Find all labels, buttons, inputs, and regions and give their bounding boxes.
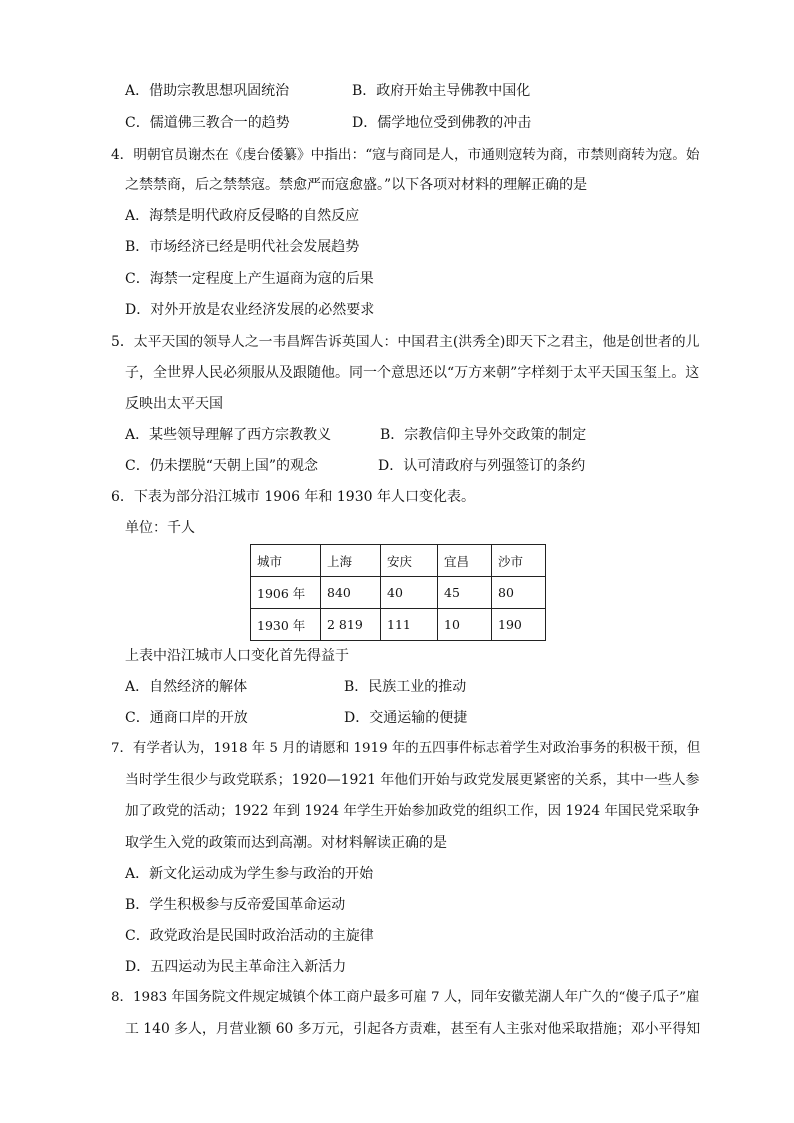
q6-option-b: B．民族工业的推动 <box>344 679 467 695</box>
q3-option-b: B．政府开始主导佛教中国化 <box>352 83 531 99</box>
table-cell: 190 <box>492 609 546 641</box>
table-row <box>251 609 546 641</box>
q4-option-a: A．海禁是明代政府反侵略的自然反应 <box>125 208 360 224</box>
q7-option-b: B．学生积极参与反帝爱国革命运动 <box>125 897 346 913</box>
q5-option-c: C．仍未摆脱“天朝上国”的观念 <box>125 458 319 474</box>
q4-stem-line2: 之禁禁商，后之禁禁寇。禁愈严而寇愈盛。”以下各项对材料的理解正确的是 <box>125 177 588 193</box>
q6-option-d: D．交通运输的便捷 <box>344 710 468 726</box>
q7-option-d: D．五四运动为民主革命注入新活力 <box>125 959 347 975</box>
q5-stem-line3: 反映出太平天国 <box>125 396 223 412</box>
q6-unit: 单位：千人 <box>125 520 195 536</box>
q4-option-c: C．海禁一定程度上产生逼商为寇的后果 <box>125 271 374 287</box>
q3-option-c: C．儒道佛三教合一的趋势 <box>125 115 290 131</box>
q7-stem-line1: 7．有学者认为，1918 年 5 月的请愿和 1919 年的五四事件标志着学生对政治事务的积极干预，但 <box>111 741 701 756</box>
table-cell: 1930 年 <box>251 609 321 641</box>
q3-option-a: A．借助宗教思想巩固统治 <box>125 83 290 99</box>
q8-stem-line2: 工 140 多人，月营业额 60 多万元，引起各方责难，甚至有人主张对他采取措施；邓小平得知 <box>125 1021 701 1037</box>
table-row <box>251 577 546 609</box>
table-header-row <box>251 545 546 577</box>
q7-option-a: A．新文化运动成为学生参与政治的开始 <box>125 866 374 882</box>
population-table <box>250 544 546 641</box>
table-cell: 111 <box>381 609 438 641</box>
table-header-cell: 宜昌 <box>438 545 492 577</box>
q5-option-a: A．某些领导理解了西方宗教教义 <box>125 427 332 443</box>
table-cell: 2 819 <box>321 609 381 641</box>
table-cell: 80 <box>492 577 546 609</box>
q7-stem-line4: 取学生入党的政策而达到高潮。对材料解读正确的是 <box>125 835 447 851</box>
q5-option-d: D．认可清政府与列强签订的条约 <box>378 458 586 474</box>
q8-stem-line1: 8．1983 年国务院文件规定城镇个体工商户最多可雇 7 人，同年安徽芜湖人年广久的“傻子瓜子”雇 <box>111 990 700 1005</box>
q6-stem-question: 上表中沿江城市人口变化首先得益于 <box>125 648 349 664</box>
q5-stem-line1: 5．太平天国的领导人之一韦昌辉告诉英国人：中国君主(洪秀全)即天下之君主，他是创世者的儿 <box>111 334 700 350</box>
q3-option-d: D．儒学地位受到佛教的冲击 <box>352 115 532 131</box>
table-header-cell: 上海 <box>321 545 381 577</box>
q6-stem-line1: 6．下表为部分沿江城市 1906 年和 1930 年人口变化表。 <box>111 489 475 505</box>
table-header-cell: 城市 <box>251 545 321 577</box>
q7-stem-line2: 当时学生很少与政党联系；1920—1921 年他们开始与政党发展更紧密的关系，其中一些人参 <box>125 772 700 788</box>
table-header-cell: 安庆 <box>381 545 438 577</box>
table-cell: 1906 年 <box>251 577 321 609</box>
table-header-cell: 沙市 <box>492 545 546 577</box>
q7-option-c: C．政党政治是民国时政治活动的主旋律 <box>125 928 374 944</box>
q6-option-a: A．自然经济的解体 <box>125 679 248 695</box>
q5-stem-line2: 子，全世界人民必须服从及跟随他。同一个意思还以“万方来朝”字样刻于太平天国玉玺上。这 <box>125 365 700 381</box>
q5-option-b: B．宗教信仰主导外交政策的制定 <box>380 427 587 443</box>
q7-stem-line3: 加了政党的活动；1922 年到 1924 年学生开始参加政党的组织工作，因 1924 年国民党采取争 <box>125 803 700 819</box>
q4-option-d: D．对外开放是农业经济发展的必然要求 <box>125 302 375 318</box>
table-cell: 840 <box>321 577 381 609</box>
table-cell: 45 <box>438 577 492 609</box>
q6-option-c: C．通商口岸的开放 <box>125 710 248 726</box>
table-cell: 10 <box>438 609 492 641</box>
table-cell: 40 <box>381 577 438 609</box>
q4-stem-line1: 4．明朝官员谢杰在《虔台倭纂》中指出：“寇与商同是人，市通则寇转为商，市禁则商转为寇。始 <box>111 147 700 163</box>
q4-option-b: B．市场经济已经是明代社会发展趋势 <box>125 239 360 255</box>
